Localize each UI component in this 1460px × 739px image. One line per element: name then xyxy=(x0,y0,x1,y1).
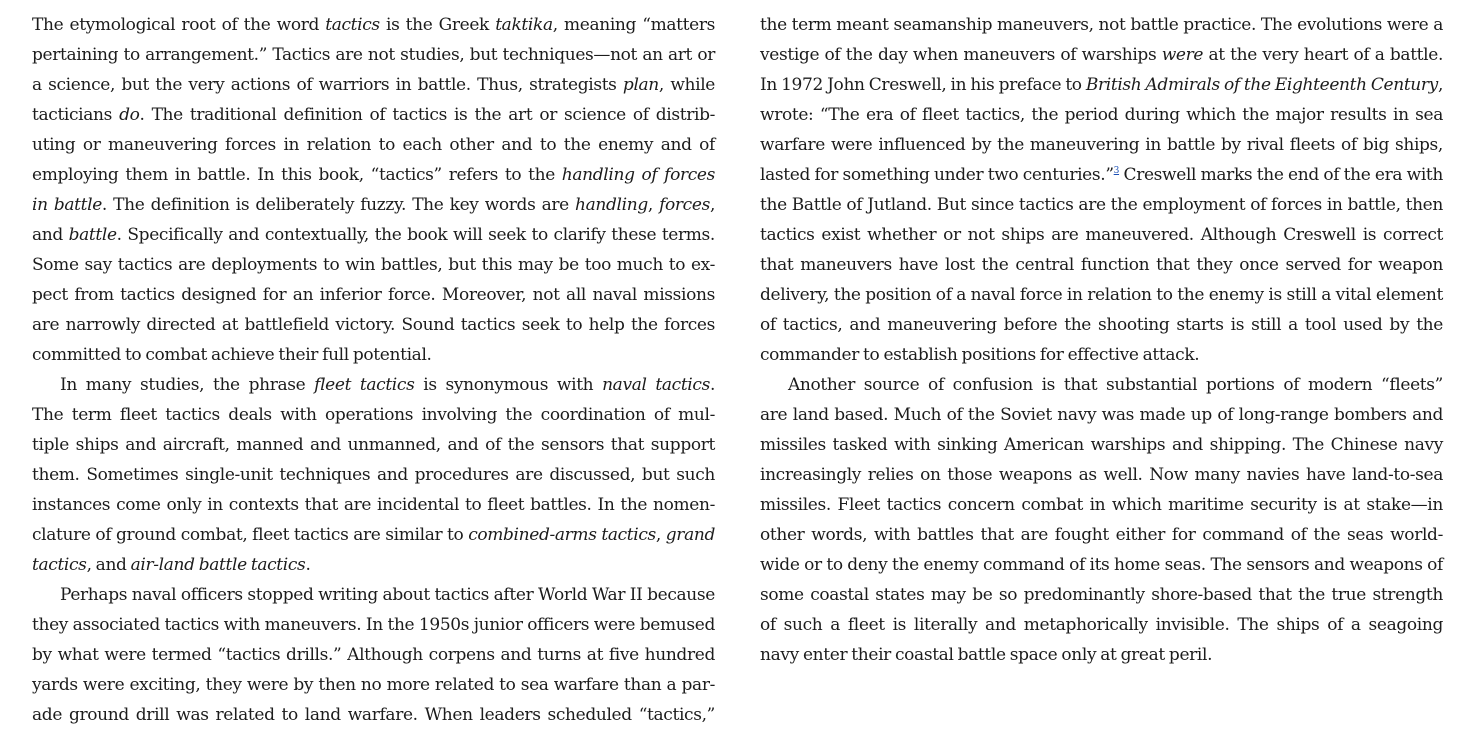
text-line xyxy=(760,280,1443,310)
text-run: , meaning “matters xyxy=(552,15,715,35)
text-run: The etymological root of the word xyxy=(32,15,326,35)
paragraph-first-line xyxy=(32,370,715,400)
text-run: Another source of confusion is that substantial portions of modern “fleets” xyxy=(788,375,1443,395)
text-line xyxy=(32,640,715,670)
italic-text: fleet tactics xyxy=(314,375,415,395)
text-run: Perhaps naval officers stopped writing about tactics after World War II because xyxy=(60,585,715,605)
italic-text: plan xyxy=(622,75,659,95)
text-line xyxy=(760,460,1443,490)
text-line xyxy=(760,640,1443,670)
text-run: , xyxy=(709,195,715,215)
text-run: commander to establish positions for effective attack. xyxy=(760,345,1200,365)
text-line xyxy=(760,10,1443,40)
text-line xyxy=(760,550,1443,580)
text-run: , while xyxy=(658,75,716,95)
text-run: lasted for something under two centuries.” xyxy=(760,165,1114,185)
text-run: are land based. Much of the Soviet navy was made up of long-range bombers and xyxy=(760,405,1443,425)
text-run: are narrowly directed at battlefield victory. Sound tactics seek to help the forces xyxy=(32,315,715,335)
italic-text: handling xyxy=(575,195,648,215)
text-line xyxy=(760,580,1443,610)
text-run: uting or maneuvering forces in relation to each other and to the enemy and of xyxy=(32,135,715,155)
text-line xyxy=(32,10,715,40)
text-line xyxy=(32,160,715,190)
text-run: pertaining to arrangement.” Tactics are not studies, but techniques—not an art or xyxy=(32,45,715,65)
footnote-reference-link[interactable]: 3 xyxy=(1113,166,1120,176)
text-line xyxy=(32,310,715,340)
text-line xyxy=(32,70,715,100)
text-line xyxy=(760,310,1443,340)
text-run: , xyxy=(655,525,666,545)
italic-text: handling of forces xyxy=(561,165,716,185)
text-line xyxy=(32,670,715,700)
text-run: that maneuvers have lost the central function that they once served for weapon xyxy=(760,255,1443,275)
text-line xyxy=(760,130,1443,160)
text-run: some coastal states may be so predominantly shore-based that the true strength xyxy=(760,585,1443,605)
text-line xyxy=(32,250,715,280)
text-run: ade ground drill was related to land warfare. When leaders scheduled “tactics,” xyxy=(32,705,715,725)
text-run: clature of ground combat, fleet tactics are similar to xyxy=(32,525,469,545)
text-line xyxy=(32,490,715,520)
text-run: In many studies, the phrase xyxy=(60,375,315,395)
text-line xyxy=(32,700,715,730)
text-run: , xyxy=(1437,75,1443,95)
text-line xyxy=(32,220,715,250)
paragraph-first-line xyxy=(760,370,1443,400)
text-run: missiles tasked with sinking American warships and shipping. The Chinese navy xyxy=(760,435,1443,455)
text-line xyxy=(760,490,1443,520)
text-run: navy enter their coastal battle space only at great peril. xyxy=(760,645,1213,665)
text-line xyxy=(760,190,1443,220)
text-line xyxy=(32,610,715,640)
text-run: . xyxy=(709,375,716,395)
text-run: and xyxy=(32,225,69,245)
italic-text: tactics xyxy=(32,555,87,575)
text-run: Some say tactics are deployments to win battles, but this may be too much to ex- xyxy=(32,255,715,275)
text-run: The term fleet tactics deals with operations involving the coordination of mul- xyxy=(32,405,715,425)
text-run: pect from tactics designed for an inferior force. Moreover, not all naval missions xyxy=(32,285,715,305)
italic-text: in battle xyxy=(32,195,102,215)
text-run: delivery, the position of a naval force in relation to the enemy is still a vital element xyxy=(760,285,1443,305)
right-text-column xyxy=(760,10,1443,670)
text-run: . xyxy=(305,555,311,575)
text-run: , xyxy=(647,195,660,215)
text-run: a science, but the very actions of warriors in battle. Thus, strategists xyxy=(32,75,623,95)
italic-text: tactics xyxy=(325,15,380,35)
italic-text: battle xyxy=(68,225,117,245)
text-line xyxy=(760,400,1443,430)
text-run: is synonymous with xyxy=(414,375,603,395)
italic-text: naval tactics xyxy=(602,375,710,395)
text-run: vestige of the day when maneuvers of warships xyxy=(760,45,1162,65)
text-line xyxy=(32,280,715,310)
text-run: employing them in battle. In this book, “tactics” refers to the xyxy=(32,165,562,185)
text-run: other words, with battles that are fought either for command of the seas world- xyxy=(760,525,1443,545)
text-line xyxy=(32,520,715,550)
text-run: them. Sometimes single-unit techniques and procedures are discussed, but such xyxy=(32,465,715,485)
text-run: is the Greek xyxy=(379,15,496,35)
left-text-column xyxy=(32,10,715,730)
text-run: , and xyxy=(86,555,131,575)
text-run: of tactics, and maneuvering before the shooting starts is still a tool used by the xyxy=(760,315,1443,335)
text-line xyxy=(32,40,715,70)
italic-text: grand xyxy=(665,525,715,545)
text-line xyxy=(32,460,715,490)
text-run: missiles. Fleet tactics concern combat in which maritime security is at stake—in xyxy=(760,495,1443,515)
italic-text: forces xyxy=(659,195,710,215)
text-run: Creswell marks the end of the era with xyxy=(1119,165,1443,185)
text-run: at the very heart of a battle. xyxy=(1203,45,1444,65)
italic-text: taktika xyxy=(495,15,553,35)
text-run: wrote: “The era of fleet tactics, the period during which the major results in sea xyxy=(760,105,1443,125)
text-run: the term meant seamanship maneuvers, not battle practice. The evolutions were a xyxy=(760,15,1443,35)
text-run: tacticians xyxy=(32,105,120,125)
text-line xyxy=(760,340,1443,370)
text-run: . The definition is deliberately fuzzy. The key words are xyxy=(101,195,576,215)
italic-text: do xyxy=(119,105,140,125)
text-line xyxy=(32,130,715,160)
text-run: . The traditional definition of tactics is the art or science of distrib- xyxy=(139,105,715,125)
text-run: warfare were influenced by the maneuvering in battle by rival fleets of big ships, xyxy=(760,135,1443,155)
text-run: instances come only in contexts that are incidental to fleet battles. In the nomen- xyxy=(32,495,715,515)
text-run: yards were exciting, they were by then no more related to sea warfare than a par- xyxy=(32,675,715,695)
text-line xyxy=(760,430,1443,460)
text-run: they associated tactics with maneuvers. In the 1950s junior officers were bemused xyxy=(32,615,715,635)
text-line xyxy=(760,160,1443,190)
text-line xyxy=(760,40,1443,70)
text-line xyxy=(760,100,1443,130)
text-run: by what were termed “tactics drills.” Although corpens and turns at five hundred xyxy=(32,645,715,665)
text-run: wide or to deny the enemy command of its home seas. The sensors and weapons of xyxy=(760,555,1443,575)
italic-text: air-land battle tactics xyxy=(130,555,306,575)
text-line xyxy=(32,190,715,220)
paragraph-first-line xyxy=(32,580,715,610)
text-run: committed to combat achieve their full potential. xyxy=(32,345,432,365)
text-run: the Battle of Jutland. But since tactics are the employment of forces in battle, then xyxy=(760,195,1443,215)
text-line xyxy=(760,250,1443,280)
text-line xyxy=(32,340,715,370)
text-run: of such a fleet is literally and metaphorically invisible. The ships of a seagoing xyxy=(760,615,1443,635)
text-line xyxy=(760,610,1443,640)
text-run: In 1972 John Creswell, in his preface to xyxy=(760,75,1086,95)
text-line xyxy=(760,70,1443,100)
text-run: tactics exist whether or not ships are maneuvered. Although Creswell is correct xyxy=(760,225,1443,245)
text-line xyxy=(760,520,1443,550)
italic-text: were xyxy=(1161,45,1204,65)
text-line xyxy=(760,220,1443,250)
text-line xyxy=(32,400,715,430)
text-run: increasingly relies on those weapons as well. Now many navies have land-to-sea xyxy=(760,465,1443,485)
text-line xyxy=(32,550,715,580)
text-line xyxy=(32,430,715,460)
text-run: . Specifically and contextually, the book will seek to clarify these terms. xyxy=(116,225,715,245)
italic-text: British Admirals of the Eighteenth Century xyxy=(1085,75,1438,95)
text-line xyxy=(32,100,715,130)
italic-text: combined-arms tactics xyxy=(468,525,656,545)
text-run: tiple ships and aircraft, manned and unmanned, and of the sensors that support xyxy=(32,435,715,455)
